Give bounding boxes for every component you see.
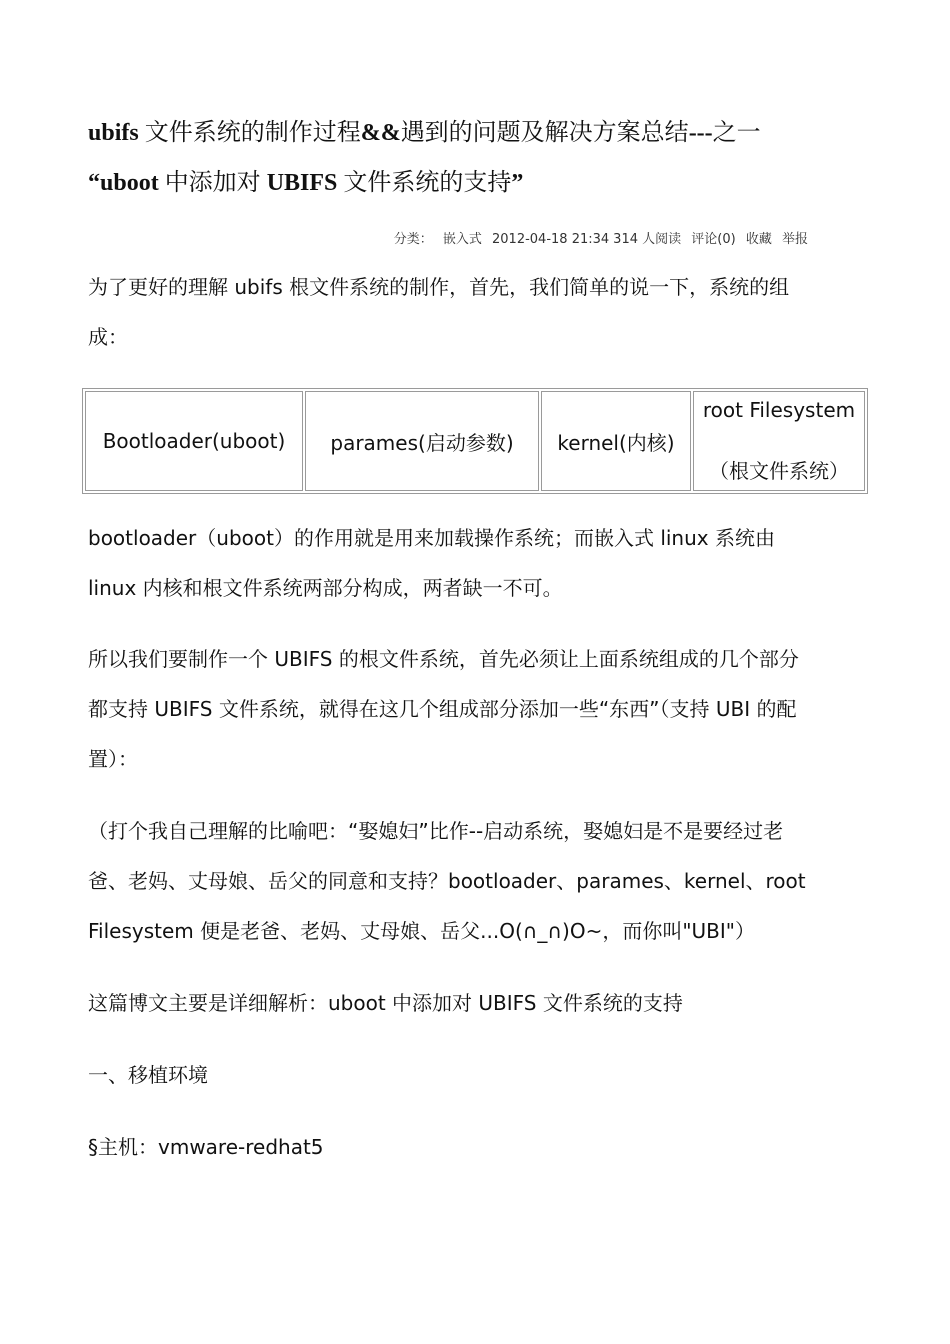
title2-text-b: 文件系统的支持 <box>337 170 512 196</box>
meta-reads: 314 人阅读 <box>613 232 682 247</box>
title2-quote: ” <box>511 170 524 196</box>
paragraph-ubifs-support: 所以我们要制作一个 UBIFS 的根文件系统，首先必须让上面系统组成的几个部分都支持 UBIFS 文件系统，就得在这几个组成部分添加一些“东西”（支持 UBI 的配置）： <box>88 647 799 771</box>
system-components-table <box>82 388 868 494</box>
meta-category-link[interactable]: 嵌入式 <box>442 232 482 247</box>
article-title-line1 <box>88 118 761 148</box>
paragraph-focus: 这篇博文主要是详细解析：uboot 中添加对 UBIFS 文件系统的支持 <box>88 991 683 1015</box>
table-cell-parames: parames(启动参数) <box>305 391 539 491</box>
meta-comments-link[interactable]: 评论(0) <box>691 232 736 247</box>
table-cell-bootloader: Bootloader(uboot) <box>85 391 303 491</box>
meta-category-label: 分类： <box>393 232 433 247</box>
title-text-c: 之一 <box>712 120 761 146</box>
title-amp: && <box>360 120 401 146</box>
meta-report-link[interactable]: 举报 <box>781 232 808 247</box>
title2-text-a: 中添加对 <box>158 170 267 196</box>
meta-datetime: 2012-04-18 21:34 <box>492 232 610 247</box>
rootfs-label-cn: （根文件系统） <box>709 459 849 483</box>
table-cell-kernel: kernel(内核) <box>541 391 691 491</box>
title-dashes: --- <box>688 120 713 146</box>
section-heading-environment: 一、移植环境 <box>88 1063 208 1087</box>
paragraph-host: §主机：vmware-redhat5 <box>88 1135 324 1159</box>
article-meta <box>380 228 808 247</box>
rootfs-label: root Filesystem <box>702 398 856 422</box>
title2-uboot: “uboot <box>88 170 159 196</box>
table-cell-rootfs <box>693 391 865 491</box>
title-ubifs: ubifs <box>88 120 139 146</box>
title-text-a: 文件系统的制作过程 <box>138 120 361 146</box>
paragraph-intro: 为了更好的理解 ubifs 根文件系统的制作，首先，我们简单的说一下，系统的组成： <box>88 275 790 349</box>
title2-ubifs: UBIFS <box>266 170 338 196</box>
meta-favorite-link[interactable]: 收藏 <box>745 232 772 247</box>
table-row <box>85 391 865 491</box>
title-text-b: 遇到的问题及解决方案总结 <box>400 120 689 146</box>
article-title-line2 <box>88 168 523 198</box>
paragraph-bootloader: bootloader（uboot）的作用就是用来加载操作系统；而嵌入式 linux 系统由 linux 内核和根文件系统两部分构成，两者缺一不可。 <box>88 526 775 600</box>
paragraph-analogy: （打个我自己理解的比喻吧：“娶媳妇”比作--启动系统，娶媳妇是不是要经过老爸、老妈、丈母娘、岳父的同意和支持？bootloader、parames、kernel、root Filesystem 便是老爸、老妈、丈母娘、岳父...O(∩_∩)O~，而你叫"UBI"） <box>88 819 806 943</box>
